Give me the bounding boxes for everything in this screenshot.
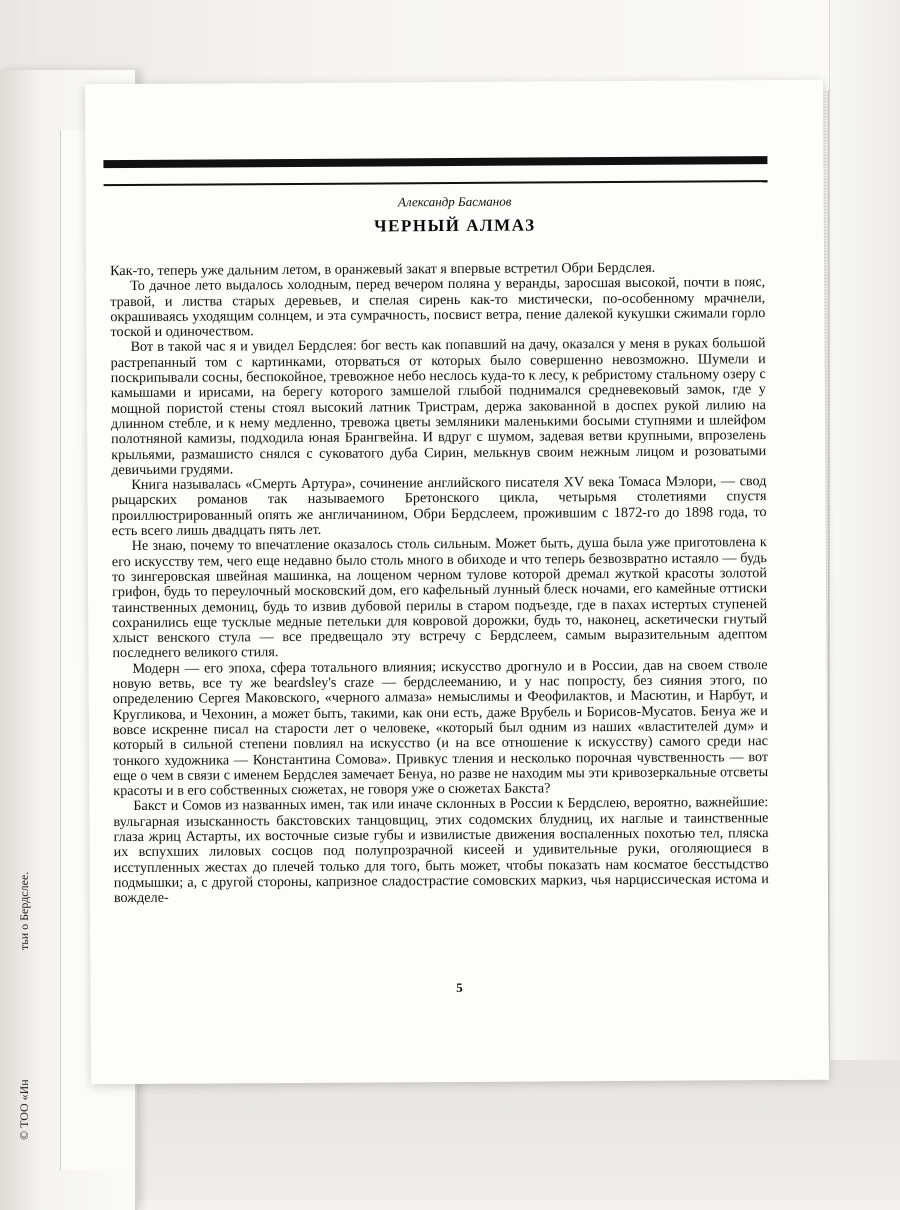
header-rule-thin xyxy=(104,180,768,186)
article-author: Александр Басманов xyxy=(397,193,512,210)
paragraph-4: Книга называлась «Смерть Артура», сочинение английского писателя XV века Томаса Мэлори, — свод рыцарских романов так называемого Бретонского цикла, четырьмя столетиями спустя проиллюстрированный опять же англичанином, Обри Бердслеем, прожившим с 1872-го до 1898 года, то есть всего лишь двадцать пять лет. xyxy=(111,473,767,540)
article-body xyxy=(110,260,769,984)
wall-edge xyxy=(829,0,900,1060)
paragraph-5: Не знаю, почему то впечатление оказалось столь сильным. Может быть, душа была уже приготовлена к его искусству тем, чего еще недавно было столь много в обиходе и что теперь безвозвратно истаяло — будь то зингеровская швейная машинка, на лощеном черном туловe которой дремал жуткой красоты золотой грифон, будь то переулочный московский дом, его кафельный лунный блеск ночами, его камейные оттиски таинственных демониц, будь то извив дубовой перилы в старом подъезде, где в пахах истертых ступеней сохранились еще тусклые медные петельки для ковровой дорожки, будь то, наконец, аскетически гнутый хлыст венского стула — все предвещало эту встречу с Бердслеем, самым выразительным адептом последнего великого стиля. xyxy=(111,534,768,662)
article-title: ЧЕРНЫЙ АЛМАЗ xyxy=(374,215,536,236)
left-page-text-bottom: © ТОО «Ин xyxy=(17,1079,31,1140)
header-rule-thick xyxy=(103,156,767,168)
paragraph-3: Вот в такой час я и увидел Бердслея: бог весть как попавший на дачу, оказался у меня в руках большой растрепанный том с картинками, оторваться от которых было совершенно невозможно. Шумели и поскрипывали сосны, беспокойное, тревожное небо неслось куда-то к лесу, к ребристому стальному озеру с камышами и ирисами, на берегу которого замшелой глыбой поднимался средневековый замок, где у мощной пористой стены стоял высокий латник Тристрам, держа закованной в доспех рукой лилию на длинном стебле, и к нему медленно, тревожа цветы земляники маленькими босыми ступнями и шлейфом полотняной камизы, подходила юная Брангвейна. И вдруг с шумом, задевая ветви крупными, впрозелень крыльями, размашисто снялся с суковатого дуба Сирин, мелькнув своим нежным лицом и розоватыми девичьими грудями. xyxy=(110,335,767,478)
paragraph-7: Бакст и Сомов из названных имен, так или иначе склонных в России к Бердслею, вероятно, важнейшие: вульгарная изысканность бакстовских танцовщиц, этих содомских блудниц, их наглые и таинственные глаза жриц Астарты, их восточные сизые губы и извилистые движения воспаленных похотью тел, пляска их вспухших лиловых сосцов под полупрозрачной кисеей и удивительные руки, оголяющиеся в исступленных жестах до плечей только для того, быть может, чтобы показать нам косматое бесстыдство подмышки; а, с другой стороны, капризное сладострастие сомовских маркиз, чья нарциссическая истома и вожделе- xyxy=(113,794,769,907)
paragraph-1: Как-то, теперь уже дальним летом, в оранжевый закат я впервые встретил Обри Бердслея. xyxy=(110,260,656,280)
left-page-text-top: тьи о Бердслее. xyxy=(17,871,31,950)
paragraph-2: То дачное лето выдалось холодным, перед вечером поляна у веранды, заросшая высокой, почти в пояс, травой, и листва старых деревьев, и спелая сирень как-то мистически, по-особенному мрачнели, окрашиваясь уходящим солнцем, и эта сумрачность, посвист ветра, пение далекой кукушки сжимали горло тоской и одиночеством. xyxy=(110,274,766,341)
page-number: 5 xyxy=(456,979,463,996)
book-page xyxy=(85,80,829,1084)
paragraph-6: Модерн — его эпоха, сфера тотального влияния; искусство дрогнуло и в России, дав на своем стволе новую ветвь, все ту же beardsley's craze — бердслееманию, и у нас попросту, без сияния этого, по определению Сергея Маковского, «черного алмаза» немыслимы и Феофилактов, и Масютин, и Нарбут, и Кругликова, и Чехонин, а может быть, такими, как они есть, даже Врубель и Борисов-Мусатов. Бенуа же и вовсе искренне писал на старости лет о человеке, «который был одним из наших «властителей дум» и который в сильной степени повлиял на искусство (и на все отношение к искусству) самого среди нас тонкого художника — Константина Сомова». Привкус тления и несколько порочная чувственность — вот еще о чем в связи с именем Бердслея замечает Бенуа, но разве не находим мы эти кривозеркальные отсветы красоты и в его собственных сюжетах, не говоря уже о сюжетах Бакста? xyxy=(112,656,769,800)
